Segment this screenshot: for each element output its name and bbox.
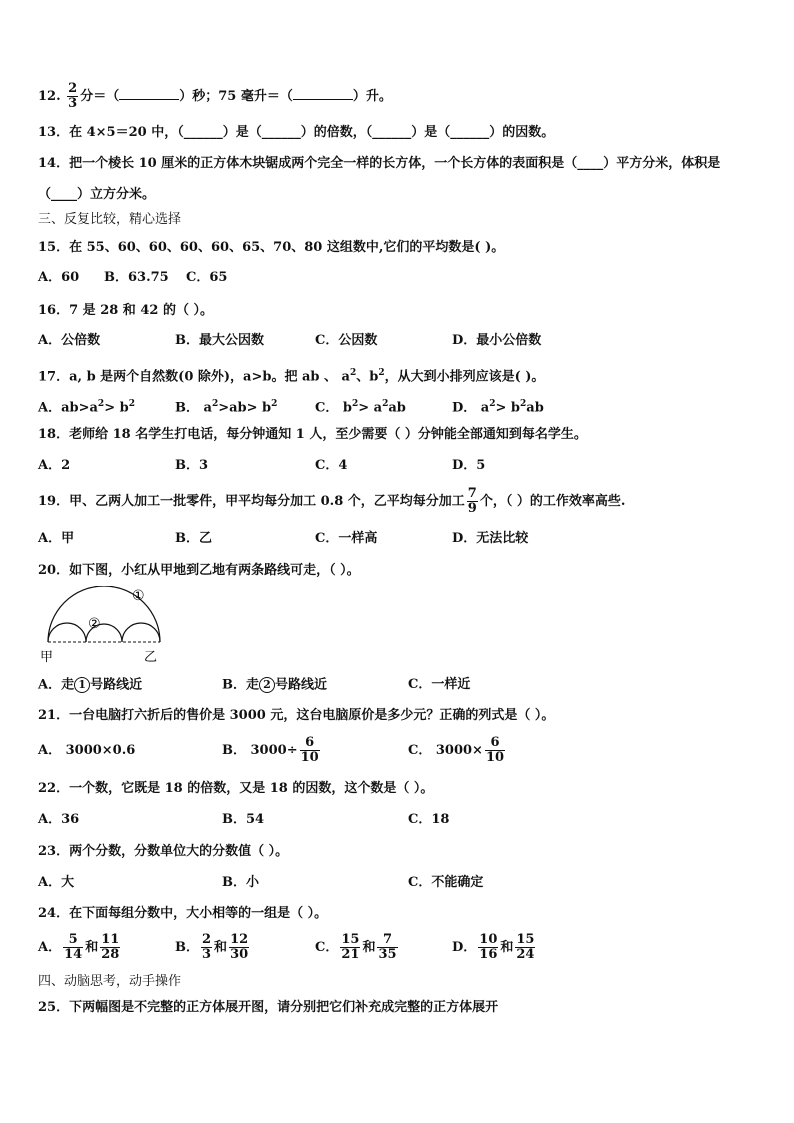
- q25-question: 25．下两幅图是不完整的正方体展开图，请分别把它们补充成完整的正方体展开: [38, 1000, 499, 1015]
- q17-text-b: 、b: [356, 369, 379, 385]
- q20-option-c[interactable]: C．一样近: [408, 677, 471, 692]
- q20-b-post: 号路线近: [275, 677, 328, 693]
- q17-option-c[interactable]: C． $b^2> a^2ab$: [315, 399, 406, 416]
- q24-d-frac2: [515, 933, 535, 962]
- q17-option-a[interactable]: A．$ab>a^2> b^2$: [38, 399, 135, 416]
- q17-c-part2: > a: [358, 400, 383, 416]
- q21-b-den: 10: [300, 750, 319, 765]
- q24-b-he: 和: [214, 940, 228, 955]
- q24-b-n1: 2: [202, 932, 212, 947]
- q19-fraction: [467, 487, 478, 516]
- q21-c-pre: C． 3000×: [408, 743, 483, 758]
- q17-d-part1: D． a: [452, 400, 490, 416]
- q24-b-n2: 12: [230, 932, 249, 947]
- q22-question: 22．一个数，它既是 18 的倍数，又是 18 的因数，这个数是（ ）。: [38, 781, 434, 796]
- route-diagram: [38, 586, 168, 666]
- q24-c-frac1: [340, 933, 360, 962]
- q19-text-b: 个，（ ）的工作效率高些.: [479, 494, 626, 509]
- q20-option-a[interactable]: [38, 677, 142, 694]
- route-2-arc-3: [122, 623, 160, 642]
- q18-option-c[interactable]: C．4: [315, 458, 348, 473]
- q24-a-he: 和: [85, 940, 99, 955]
- q24-a-frac2: [100, 933, 120, 962]
- q17-option-d[interactable]: D． $a^2> b^2ab$: [452, 399, 544, 416]
- q12-text-a: 分＝（: [80, 89, 120, 104]
- q24-question: 24．在下面每组分数中，大小相等的一组是（ ）。: [38, 906, 328, 921]
- q20-a-post: 号路线近: [90, 677, 143, 693]
- q12-blank-1[interactable]: [119, 99, 179, 100]
- q24-a-d1: 14: [64, 947, 83, 962]
- q24-c-n2: 7: [377, 933, 397, 948]
- q24-a-n1: 5: [63, 933, 83, 948]
- q18-option-a[interactable]: A．2: [38, 458, 71, 473]
- label-yi: 乙: [144, 650, 158, 665]
- q24-b-d1: 3: [202, 947, 212, 962]
- q17-b-part1: B． a: [175, 400, 212, 416]
- q21-c-num: 6: [485, 736, 505, 751]
- q24-d-n2: 15: [516, 932, 535, 947]
- q20-b-pre: B．走: [222, 677, 259, 693]
- q17-d-part3: ab: [526, 400, 544, 416]
- q15-question: 15．在 55、60、60、60、60、65、70、80 这组数中,它们的平均数是( )。: [38, 240, 505, 255]
- q21-option-c[interactable]: [408, 733, 507, 769]
- q15-option-b[interactable]: B．63.75: [104, 270, 169, 285]
- q17-c-part1: C． b: [315, 400, 352, 416]
- q24-b-frac1: [201, 933, 212, 962]
- q17-a-part2: > b: [104, 400, 129, 416]
- q24-c-d1: 21: [341, 947, 360, 962]
- q24-c-label: C．: [315, 940, 339, 955]
- q20-option-b[interactable]: [222, 677, 327, 694]
- q23-question: 23．两个分数，分数单位大的分数值（ ）。: [38, 844, 289, 859]
- q16-option-a[interactable]: A．公倍数: [38, 333, 101, 348]
- q16-option-d[interactable]: D．最小公倍数: [452, 333, 542, 348]
- q17-b-part2: >ab> b: [218, 400, 272, 416]
- route-1-label: ①: [132, 588, 145, 604]
- q16-option-c[interactable]: C．公因数: [315, 333, 378, 348]
- q14-line2: （____）立方分米。: [38, 187, 156, 202]
- q18-question: 18．老师给 18 名学生打电话，每分钟通知 1 人，至少需要（ ）分钟能全部通知到每名学生。: [38, 427, 587, 442]
- q24-option-c[interactable]: [315, 930, 400, 966]
- q22-option-a[interactable]: A．36: [38, 812, 80, 827]
- circle-2-icon: 2: [259, 677, 275, 693]
- q19-option-a[interactable]: A．甲: [38, 531, 75, 546]
- q17-c-part3: ab: [388, 400, 406, 416]
- section-3-heading: 三、反复比较，精心选择: [38, 212, 182, 227]
- q17-d-part2: > b: [495, 400, 521, 416]
- section-4-heading: 四、动脑思考，动手操作: [38, 974, 182, 989]
- q17-a-part1: A．ab>a: [38, 400, 98, 416]
- q17-question: 17．a, b 是两个自然数(0 除外)，a>b。把 ab 、 $a^2$、$b^2$，从大到小排列应该是( )。: [38, 368, 545, 385]
- q24-option-d[interactable]: [452, 930, 537, 966]
- q12: [38, 82, 392, 111]
- q24-b-label: B．: [175, 940, 199, 955]
- q12-frac-num: 2: [68, 81, 78, 96]
- q24-c-n1: 15: [341, 932, 360, 947]
- q12-text-c: ）升。: [352, 89, 392, 104]
- q24-c-he: 和: [362, 940, 376, 955]
- circle-1-icon: 1: [74, 677, 90, 693]
- q19-frac-num: 7: [467, 486, 477, 501]
- q19-text-a: 19．甲、乙两人加工一批零件，甲平均每分加工 0.8 个，乙平均每分加工: [38, 494, 465, 509]
- q19-option-d[interactable]: D．无法比较: [452, 531, 529, 546]
- q19-option-b[interactable]: B．乙: [175, 531, 212, 546]
- q21-b-fraction: [300, 736, 320, 765]
- q21-option-b[interactable]: [222, 733, 322, 769]
- q15-option-a[interactable]: A．60: [38, 270, 80, 285]
- q24-d-d1: 16: [479, 947, 498, 962]
- q24-a-d2: 28: [101, 947, 120, 962]
- q24-b-frac2: [229, 933, 249, 962]
- q24-d-n1: 10: [479, 932, 498, 947]
- q23-option-c[interactable]: C．不能确定: [408, 875, 484, 890]
- q21-question: 21．一台电脑打六折后的售价是 3000 元，这台电脑原价是多少元？正确的列式是（ ）。: [38, 708, 555, 723]
- q21-b-pre: B． 3000÷: [222, 743, 298, 758]
- q24-option-b[interactable]: [175, 930, 251, 966]
- route-2-arc-1: [48, 623, 86, 642]
- route-2-label: ②: [88, 616, 101, 632]
- q24-d-frac1: [478, 933, 498, 962]
- q24-option-a[interactable]: [38, 930, 122, 966]
- q22-option-c[interactable]: C．18: [408, 812, 450, 827]
- q24-b-d2: 30: [230, 947, 249, 962]
- q12-frac-den: 3: [68, 96, 78, 111]
- q21-c-den: 10: [485, 750, 505, 765]
- q24-d-he: 和: [500, 940, 514, 955]
- q17-option-b[interactable]: B． $a^2>ab> b^2$: [175, 399, 278, 416]
- q24-c-d2: 35: [378, 947, 397, 962]
- q23-option-b[interactable]: B．小: [222, 875, 259, 890]
- q12-fraction: [67, 82, 78, 111]
- q22-option-b[interactable]: B．54: [222, 812, 265, 827]
- q24-d-label: D．: [452, 940, 477, 955]
- q17-text-a: 17．a, b 是两个自然数(0 除外)，a>b。把 ab 、 a: [38, 369, 350, 385]
- q24-d-d2: 24: [516, 947, 535, 962]
- q23-option-a[interactable]: A．大: [38, 875, 75, 890]
- q18-option-d[interactable]: D．5: [452, 458, 486, 473]
- q21-c-fraction: [485, 736, 505, 765]
- q24-c-frac2: [377, 933, 397, 962]
- q24-a-frac1: [63, 933, 83, 962]
- q20-question: 20．如下图，小红从甲地到乙地有两条路线可走，（ ）。: [38, 563, 360, 578]
- q14-line1: 14．把一个棱长 10 厘米的正方体木块锯成两个完全一样的长方体，一个长方体的表面积是（____）平方分米，体积是: [38, 156, 721, 171]
- q12-number: 12.: [38, 89, 61, 104]
- label-jia: 甲: [40, 650, 54, 665]
- q21-option-a[interactable]: A． 3000×0.6: [38, 743, 136, 758]
- q15-option-c[interactable]: C．65: [186, 270, 228, 285]
- q17-text-c: ，从大到小排列应该是( )。: [384, 369, 545, 385]
- q21-b-num: 6: [300, 736, 320, 751]
- q13: 13．在 4×5＝20 中，（______）是（______）的倍数，（______）是（______）的因数。: [38, 125, 555, 140]
- q16-question: 16．7 是 28 和 42 的（ ）。: [38, 303, 213, 318]
- q12-text-b: ）秒；75 毫升＝（: [179, 89, 293, 104]
- q19-option-c[interactable]: C．一样高: [315, 531, 378, 546]
- q16-option-b[interactable]: B．最大公因数: [175, 333, 264, 348]
- q12-blank-2[interactable]: [293, 99, 353, 100]
- q24-a-n2: 11: [101, 932, 120, 947]
- q19-question: [38, 486, 625, 518]
- q18-option-b[interactable]: B．3: [175, 458, 209, 473]
- q20-a-pre: A．走: [38, 677, 75, 693]
- q24-a-label: A．: [38, 940, 62, 955]
- q19-frac-den: 9: [467, 501, 477, 516]
